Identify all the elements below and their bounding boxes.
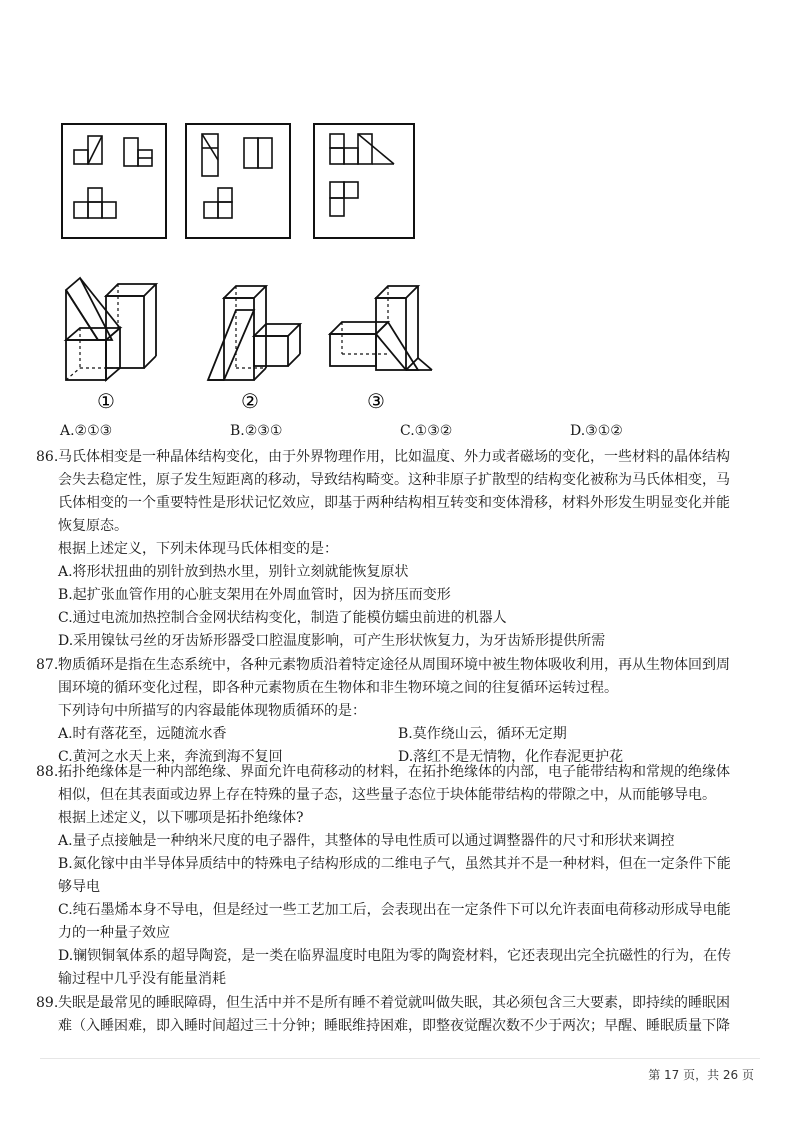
option-b[interactable]: B.莫作绕山云，循环无定期 [398, 726, 567, 742]
stem-line: 恢复原态。 [58, 518, 128, 534]
stem-line: 物质循环是指在生态系统中，各种元素物质沿着特定途径从周围环境中被生物体吸收利用，再从生物体回到周 [58, 657, 730, 673]
solid-2 [208, 286, 300, 380]
q85-options [60, 423, 740, 445]
option-b[interactable]: B.起扩张血管作用的心脏支架用在外周血管时，因为挤压而变形 [58, 587, 451, 603]
option-d[interactable] [58, 945, 748, 991]
stem-line: 失眠是最常见的睡眠障碍，但生活中并不是所有睡不着觉就叫做失眠，其必须包含三大要素，即持续的睡眠困 [58, 995, 730, 1011]
q85-option-b[interactable]: B.②③① [230, 423, 283, 439]
option-d[interactable]: D.落红不是无情物，化作春泥更护花 [398, 749, 624, 765]
solid-label-3: ③ [367, 389, 385, 413]
stem-line: 氏体相变的一个重要特性是形状记忆效应，即基于两种结构相互转变和变体滑移，材料外形发生明显变化并能 [58, 495, 730, 511]
option-a[interactable] [58, 830, 748, 853]
page-number: 第 17 页，共 26 页 [648, 1068, 754, 1082]
question-stem [36, 446, 748, 653]
option-b[interactable] [58, 853, 748, 899]
solid-figures [58, 270, 458, 418]
q85-option-d[interactable]: D.③①② [570, 423, 623, 439]
solid-1 [66, 278, 156, 380]
question-number: 89. [36, 995, 59, 1011]
footer-divider [40, 1058, 760, 1059]
question-stem [36, 654, 748, 723]
stem-line: 相似，但在其表面或边界上存在特殊的量子态，这些量子态位于块体能带结构的带隙之中，从而能够导电。 [58, 787, 716, 803]
solid-label-1: ① [97, 389, 115, 413]
question-prompt: 下列诗句中所描写的内容最能体现物质循环的是： [58, 703, 366, 719]
option-a[interactable]: A.将形状扭曲的别针放到热水里，别针立刻就能恢复原状 [58, 564, 409, 580]
solid-3 [330, 286, 432, 370]
options-row [36, 723, 748, 746]
question-88 [36, 761, 748, 991]
solid-label-2: ② [241, 389, 259, 413]
question-stem [36, 992, 748, 1038]
question-prompt: 根据上述定义，下列未体现马氏体相变的是： [58, 541, 338, 557]
stem-line: 难（入睡困难，即入睡时间超过三十分钟；睡眠维持困难，即整夜觉醒次数不少于两次；早醒、睡眠质量下降 [58, 1018, 730, 1034]
question-87 [36, 654, 748, 769]
question-number: 88. [36, 764, 59, 780]
view-box-3 [314, 124, 414, 238]
question-number: 86. [36, 449, 59, 465]
view-box-1 [62, 124, 166, 238]
option-c[interactable]: C.黄河之水天上来，奔流到海不复回 [58, 749, 283, 765]
question-86 [36, 446, 748, 653]
option-line: C.纯石墨烯本身不导电，但是经过一些工艺加工后，会表现出在一定条件下可以允许表面电荷移动形成导电能 [58, 902, 731, 918]
option-line: A.量子点接触是一种纳米尺度的电子器件，其整体的导电性质可以通过调整器件的尺寸和形状来调控 [58, 833, 675, 849]
stem-line: 围环境的循环变化过程，即各种元素物质在生物体和非生物环境之间的往复循环运转过程。 [58, 680, 618, 696]
option-d[interactable]: D.采用镍钛弓丝的牙齿矫形器受口腔温度影响，可产生形状恢复力，为牙齿矫形提供所需 [58, 633, 606, 649]
option-line: 力的一种量子效应 [58, 925, 170, 941]
stem-line: 拓扑绝缘体是一种内部绝缘、界面允许电荷移动的材料，在拓扑绝缘体的内部，电子能带结构和常规的绝缘体 [58, 764, 730, 780]
option-c[interactable]: C.通过电流加热控制合金网状结构变化，制造了能模仿蠕虫前进的机器人 [58, 610, 507, 626]
option-a[interactable]: A.时有落花至，远随流水香 [58, 726, 227, 742]
question-prompt: 根据上述定义，以下哪项是拓扑绝缘体? [58, 810, 304, 826]
stem-line: 马氏体相变是一种晶体结构变化，由于外界物理作用，比如温度、外力或者磁场的变化，一些材料的晶体结构 [58, 449, 730, 465]
stem-line: 会失去稳定性，原子发生短距离的移动，导致结构畸变。这种非原子扩散型的结构变化被称为马氏体相变，马 [58, 472, 730, 488]
three-view-figures [58, 120, 418, 242]
option-line: D.镧钡铜氧体系的超导陶瓷，是一类在临界温度时电阻为零的陶瓷材料，它还表现出完全抗磁性的行为，在传 [58, 948, 732, 964]
question-89 [36, 992, 748, 1038]
q85-option-c[interactable]: C.①③② [400, 423, 453, 439]
option-c[interactable] [58, 899, 748, 945]
q85-option-a[interactable]: A.②①③ [60, 423, 113, 439]
question-number: 87. [36, 657, 59, 673]
option-line: 输过程中几乎没有能量消耗 [58, 971, 226, 987]
option-line: B.氮化镓中由半导体异质结中的特殊电子结构形成的二维电子气，虽然其并不是一种材料，但在一定条件下能 [58, 856, 731, 872]
question-stem [36, 761, 748, 991]
option-line: 够导电 [58, 879, 100, 895]
